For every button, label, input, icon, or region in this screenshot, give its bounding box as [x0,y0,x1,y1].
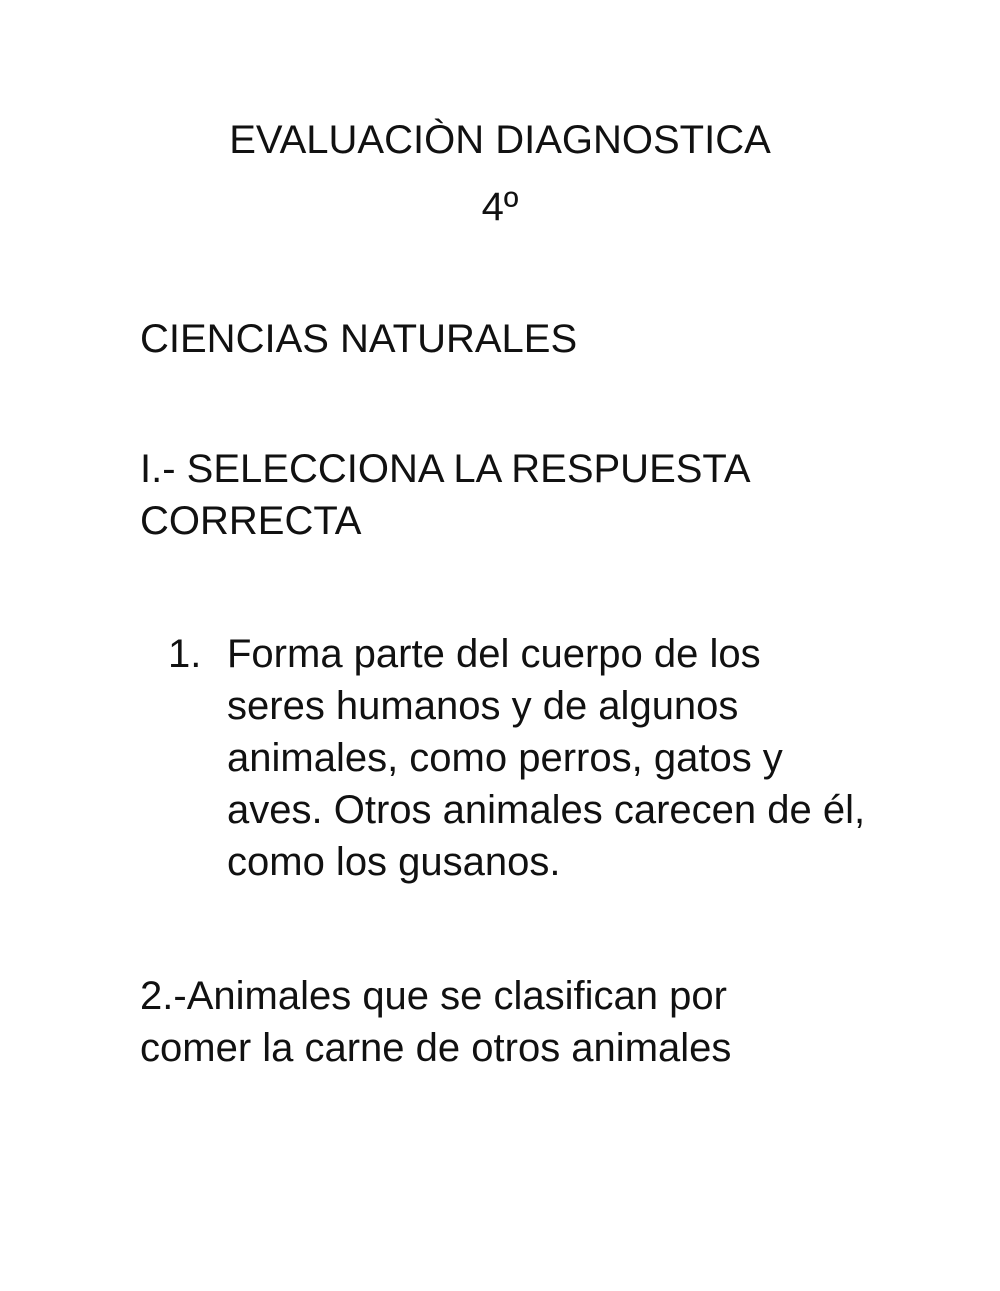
question-2-text: Animales que se clasifican por comer la carne de otros animales [140,974,732,1070]
question-1-number: 1. [168,632,202,676]
question-2 [140,970,840,1074]
subject-heading: CIENCIAS NATURALES [140,317,578,361]
page-title: EVALUACIÒN DIAGNOSTICA [229,118,771,162]
question-2-number: 2.- [140,974,187,1018]
question-1-text: Forma parte del cuerpo de los seres humanos y de algunos animales, como perros, gatos y aves. Otros animales carecen de él, como los gusanos. [227,632,866,884]
instruction-heading: I.- SELECCIONA LA RESPUESTA CORRECTA [140,447,749,543]
grade-label: 4º [481,185,519,229]
